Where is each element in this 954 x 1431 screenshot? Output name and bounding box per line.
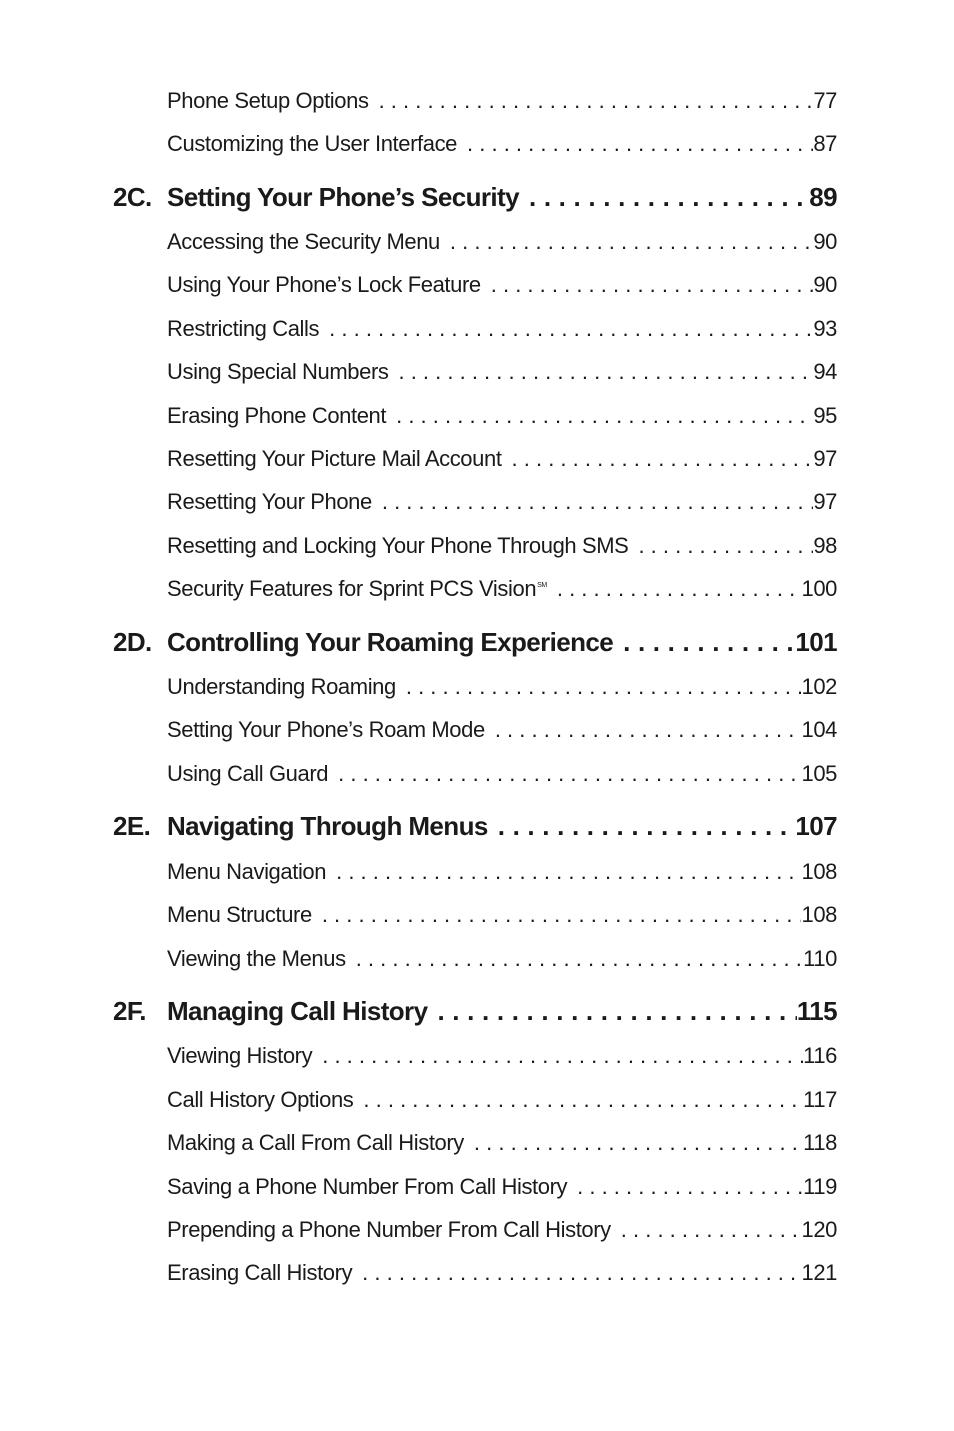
toc-entry[interactable] [167,674,837,700]
toc-entry[interactable] [167,88,837,114]
dot-leader [491,272,814,298]
entry-title-text: Managing Call History [167,996,428,1026]
dot-leader [621,1217,802,1243]
entry-title-text: Erasing Call History [167,1260,353,1285]
page-number: 110 [803,946,837,971]
toc-entry[interactable] [167,1217,837,1243]
toc-entry[interactable] [167,1260,837,1286]
entry-title-text: Using Your Phone’s Lock Feature [167,272,481,297]
page-number: 120 [801,1217,837,1242]
toc-entry[interactable] [167,403,837,429]
toc-entry[interactable] [167,717,837,743]
service-mark: SM [537,582,547,589]
entry-title-text: Resetting and Locking Your Phone Through SMS [167,533,629,558]
toc-entry[interactable] [167,1130,837,1156]
entry-title-text: Customizing the User Interface [167,131,458,156]
dot-leader [356,946,803,972]
page-number: 102 [801,674,837,699]
entry-title [167,88,379,114]
dot-leader [529,182,809,213]
entry-title-text: Resetting Your Picture Mail Account [167,446,502,471]
dot-leader [467,131,813,157]
page-number: 116 [803,1043,837,1068]
entry-title-text: Menu Structure [167,902,312,927]
entry-title [167,316,329,342]
entry-title [167,1260,362,1286]
toc-entry[interactable] [167,1087,837,1113]
section-number: 2C. [113,182,152,212]
toc-entry[interactable] [167,576,837,602]
entry-title-text: Saving a Phone Number From Call History [167,1174,568,1199]
toc-entry[interactable] [167,489,837,515]
page-number: 108 [801,902,837,927]
page-number: 98 [813,533,837,558]
entry-title-text: Resetting Your Phone [167,489,372,514]
dot-leader [406,674,802,700]
dot-leader [577,1174,803,1200]
toc-section-entry[interactable] [113,996,837,1027]
dot-leader [329,316,813,342]
page-number: 108 [801,859,837,884]
entry-title [167,229,450,255]
dot-leader [396,403,813,429]
dot-leader [512,446,814,472]
dot-leader [322,1043,803,1069]
page-number: 97 [813,489,837,514]
page-number: 97 [813,446,837,471]
page-number: 87 [813,131,837,156]
entry-title [167,811,498,842]
toc-entry[interactable] [167,272,837,298]
entry-title-text: Prepending a Phone Number From Call History [167,1217,611,1242]
dot-leader [322,902,802,928]
page-number: 119 [803,1174,837,1199]
toc-entry[interactable] [167,902,837,928]
entry-title [167,1043,322,1069]
entry-title-text: Controlling Your Roaming Experience [167,627,614,657]
dot-leader [474,1130,803,1156]
entry-title [167,946,356,972]
entry-title [167,489,382,515]
dot-leader [623,627,795,658]
entry-title [167,761,338,787]
entry-title-text: Navigating Through Menus [167,811,488,841]
entry-title [167,403,396,429]
section-number: 2F. [113,996,146,1026]
toc-entry[interactable] [167,131,837,157]
page-number: 93 [813,316,837,341]
entry-title [167,446,512,472]
entry-title [167,627,623,658]
toc-entry[interactable] [167,946,837,972]
dot-leader [638,533,813,559]
entry-title [167,576,557,602]
entry-title-text: Viewing History [167,1043,313,1068]
toc-section-entry[interactable] [113,811,837,842]
entry-title [167,996,437,1027]
entry-title-text: Setting Your Phone’s Roam Mode [167,717,485,742]
entry-title-text: Erasing Phone Content [167,403,387,428]
dot-leader [437,996,796,1027]
entry-title [167,674,406,700]
entry-title-text: Call History Options [167,1087,354,1112]
entry-title-text: Viewing the Menus [167,946,346,971]
dot-leader [362,1260,801,1286]
section-number: 2D. [113,627,152,657]
entry-title-text: Setting Your Phone’s Security [167,182,519,212]
page-number: 94 [813,359,837,384]
entry-title-text: Making a Call From Call History [167,1130,464,1155]
entry-title [167,182,529,213]
dot-leader [450,229,813,255]
toc-section-entry[interactable] [113,182,837,213]
entry-title-text: Menu Navigation [167,859,327,884]
dot-leader [379,88,814,114]
entry-title [167,902,322,928]
dot-leader [498,811,796,842]
entry-title-text: Accessing the Security Menu [167,229,440,254]
entry-title [167,533,638,559]
toc-entry[interactable] [167,229,837,255]
entry-title [167,1174,577,1200]
entry-title-text: Phone Setup Options [167,88,369,113]
entry-title-text: Restricting Calls [167,316,320,341]
dot-leader [495,717,802,743]
entry-title [167,717,495,743]
page-number: 90 [813,272,837,297]
toc-entry[interactable] [167,761,837,787]
entry-title [167,859,336,885]
entry-title [167,1217,621,1243]
page-number: 90 [813,229,837,254]
dot-leader [336,859,801,885]
dot-leader [363,1087,803,1113]
page-number: 105 [801,761,837,786]
toc-entry[interactable] [167,446,837,472]
entry-title [167,1130,474,1156]
toc-entry[interactable] [167,359,837,385]
page-number: 121 [801,1260,837,1285]
dot-leader [382,489,813,515]
toc-entry[interactable] [167,316,837,342]
entry-title [167,359,398,385]
toc-section-entry[interactable] [113,627,837,658]
dot-leader [338,761,801,787]
page-number: 117 [803,1087,837,1112]
dot-leader [557,576,802,602]
toc-entry[interactable] [167,1043,837,1069]
toc-entry[interactable] [167,533,837,559]
entry-title [167,131,467,157]
page-number: 100 [801,576,837,601]
toc-entry[interactable] [167,859,837,885]
entry-title [167,1087,363,1113]
page-number: 101 [795,627,837,657]
page-number: 107 [795,811,837,841]
dot-leader [398,359,813,385]
page-number: 104 [801,717,837,742]
section-number: 2E. [113,811,151,841]
toc-entry[interactable] [167,1174,837,1200]
entry-title-text: Security Features for Sprint PCS Vision [167,576,537,601]
page-number: 89 [809,182,837,212]
page-number: 77 [813,88,837,113]
page-number: 115 [796,996,837,1026]
entry-title-text: Understanding Roaming [167,674,396,699]
entry-title [167,272,491,298]
entry-title-text: Using Special Numbers [167,359,389,384]
entry-title-text: Using Call Guard [167,761,329,786]
page-number: 95 [813,403,837,428]
page-number: 118 [803,1130,837,1155]
